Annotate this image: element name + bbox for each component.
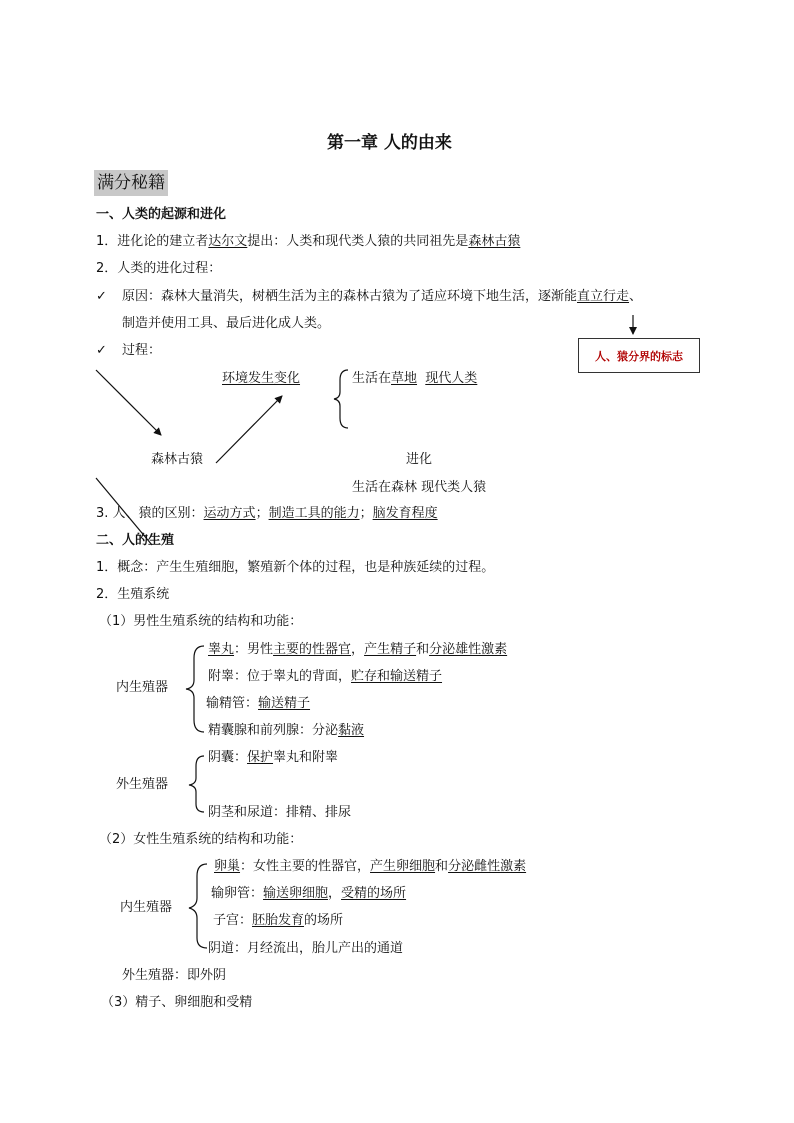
diagram-brace	[334, 370, 348, 428]
text: 提出：人类和现代类人猿的共同祖先是	[247, 234, 469, 249]
text: 的场所	[304, 913, 344, 928]
text: ；	[255, 506, 269, 521]
arrow-to-forest-ape	[96, 370, 161, 435]
male-title: （1）男性生殖系统的结构和功能：	[99, 614, 303, 629]
modern-human-term: 现代人类	[425, 371, 478, 386]
callout-text: 人、猿分界的标志	[595, 349, 683, 363]
fertilization-line: （3）精子、卵细胞和受精	[101, 995, 253, 1010]
male-external-label: 外生殖器	[116, 777, 169, 792]
testis-term: 睾丸	[208, 642, 235, 657]
text: 阴囊：	[208, 750, 248, 765]
vas-function: 输送精子	[258, 696, 311, 711]
text: 原因：森林大量消失，树栖生活为主的森林古猿为了适应环境下地生活，逐渐能	[122, 289, 578, 304]
ovary-term: 卵巢	[214, 859, 241, 874]
vagina-line: 阴道：月经流出，胎儿产出的通道	[208, 941, 404, 956]
forest-ape-term: 森林古猿	[468, 234, 521, 249]
text: 输精管：	[206, 696, 259, 711]
text: 1．进化论的建立者	[96, 234, 209, 249]
penis-line: 阴茎和尿道：排精、排尿	[208, 805, 352, 820]
section1-heading: 一、人类的起源和进化	[96, 207, 227, 222]
female-external-line: 外生殖器：即外阴	[122, 968, 227, 983]
item-evolution-process: 2．人类的进化过程：	[96, 261, 222, 276]
arrow-to-env-change	[216, 396, 282, 463]
system-line: 2．生殖系统	[96, 587, 170, 602]
forest-ape-label: 森林古猿	[151, 452, 204, 467]
text: 生活在	[352, 371, 392, 386]
text: 和	[435, 859, 449, 874]
movement-term: 运动方式	[203, 506, 256, 521]
section2-heading: 二、人的生殖	[96, 533, 175, 548]
male-internal-label: 内生殖器	[116, 680, 169, 695]
toolmaking-term: 制造工具的能力	[268, 506, 360, 521]
sperm-term: 产生精子	[364, 642, 417, 657]
text: 睾丸和附睾	[273, 750, 339, 765]
forest-life-label: 生活在森林 现代类人猿	[352, 480, 487, 495]
egg-term: 产生卵细胞	[370, 859, 436, 874]
section-badge: 满分秘籍	[94, 170, 168, 196]
process-label: 过程：	[122, 343, 162, 358]
female-internal-brace	[189, 864, 207, 948]
text: 精囊腺和前列腺：分泌	[208, 723, 339, 738]
text: 子宫：	[213, 913, 253, 928]
mucus-term: 黏液	[338, 723, 365, 738]
text: ，	[351, 642, 365, 657]
text: 、	[629, 289, 643, 304]
male-external-brace	[189, 756, 204, 812]
evolve-label: 进化	[406, 452, 433, 467]
fertilization-site-term: 受精的场所	[341, 886, 407, 901]
env-change-label: 环境发生变化	[222, 371, 301, 386]
grassland-term: 草地	[391, 371, 418, 386]
egg-transport-term: 输送卵细胞	[263, 886, 329, 901]
female-hormone-term: 分泌雌性激素	[448, 859, 527, 874]
male-internal-brace	[186, 646, 204, 732]
text: 和	[416, 642, 430, 657]
epididymis-function: 贮存和输送精子	[351, 669, 443, 684]
darwin-term: 达尔文	[208, 234, 248, 249]
brain-term: 脑发育程度	[372, 506, 438, 521]
diagonal-line	[96, 478, 152, 545]
concept-line: 1．概念：产生生殖细胞，繁殖新个体的过程，也是种族延续的过程。	[96, 560, 495, 575]
male-hormone-term: 分泌雄性激素	[429, 642, 508, 657]
text: ；	[359, 506, 373, 521]
protect-term: 保护	[247, 750, 274, 765]
female-title: （2）女性生殖系统的结构和功能：	[99, 832, 303, 847]
text: 输卵管：	[211, 886, 264, 901]
checkmark-icon: ✓	[96, 289, 107, 304]
text: ：男性	[234, 642, 274, 657]
text: 3. 人、猿的区别：	[96, 506, 204, 521]
checkmark-icon: ✓	[96, 343, 107, 358]
upright-walking-term: 直立行走	[577, 289, 630, 304]
text: ：女性主要的性器官，	[240, 859, 371, 874]
female-internal-label: 内生殖器	[120, 900, 173, 915]
text: ，	[328, 886, 342, 901]
reason-line-2: 制造并使用工具、最后进化成人类。	[122, 316, 331, 331]
page-title: 第一章 人的由来	[327, 133, 452, 153]
embryo-term: 胚胎发育	[252, 913, 305, 928]
text: 附睾：位于睾丸的背面，	[208, 669, 352, 684]
main-organ-term: 主要的性器官	[273, 642, 352, 657]
